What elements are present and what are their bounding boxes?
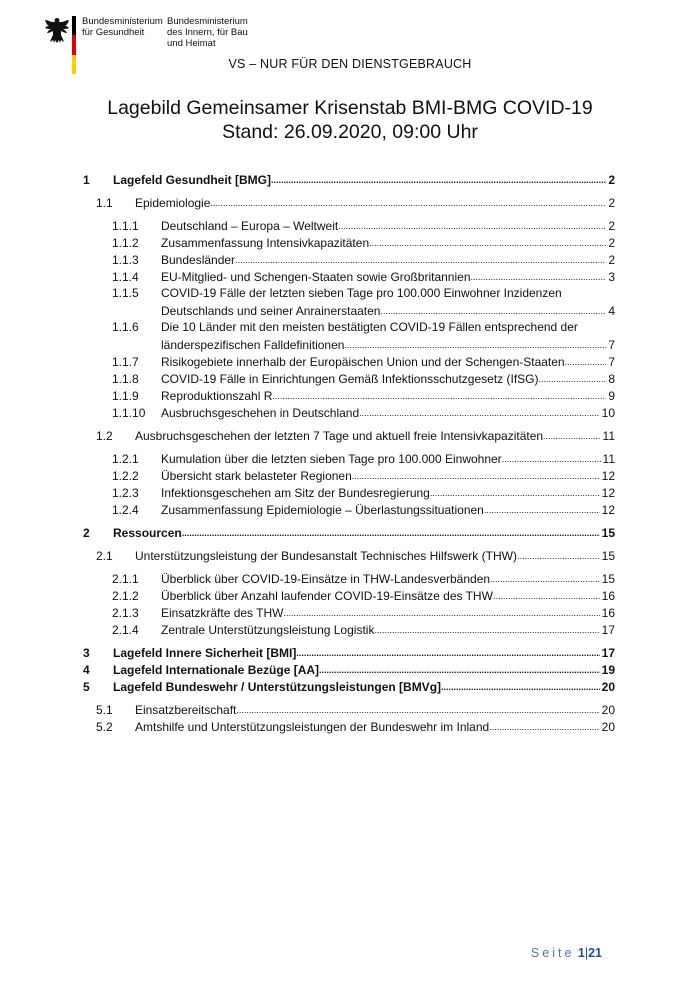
toc-number: 1.1.9 bbox=[112, 389, 139, 403]
toc-page-number: 19 bbox=[601, 663, 615, 677]
toc-entry[interactable] bbox=[83, 252, 615, 268]
toc-title: Lagefeld Innere Sicherheit [BMI] bbox=[113, 646, 297, 660]
toc-entry[interactable] bbox=[83, 702, 615, 718]
toc-leader-dots bbox=[490, 571, 600, 587]
toc-number: 1.2.2 bbox=[112, 469, 139, 483]
toc-leader-dots bbox=[296, 645, 599, 661]
toc-title: Reproduktionszahl R bbox=[161, 389, 273, 403]
toc-title: Übersicht stark belasteter Regionen bbox=[161, 469, 352, 483]
toc-entry[interactable] bbox=[83, 571, 615, 587]
toc-entry[interactable] bbox=[83, 195, 615, 211]
page-number bbox=[531, 946, 602, 960]
toc-number: 2.1.4 bbox=[112, 623, 139, 637]
toc-entry[interactable] bbox=[83, 269, 615, 285]
toc-leader-dots bbox=[352, 468, 600, 484]
toc-title: Einsatzbereitschaft bbox=[135, 703, 237, 717]
toc-leader-dots bbox=[484, 502, 600, 518]
federal-eagle-logo bbox=[44, 16, 70, 46]
toc-leader-dots bbox=[210, 195, 606, 211]
toc-leader-dots bbox=[369, 235, 606, 251]
toc-number: 1.1.4 bbox=[112, 270, 139, 284]
toc-title: Ausbruchsgeschehen in Deutschland bbox=[161, 406, 360, 420]
title-line-1: Lagebild Gemeinsamer Krisenstab BMI-BMG COVID-19 bbox=[107, 97, 593, 119]
toc-entry[interactable] bbox=[83, 388, 615, 404]
toc-page-number: 7 bbox=[608, 355, 615, 369]
toc-number: 1.1.8 bbox=[112, 372, 139, 386]
toc-page-number: 11 bbox=[602, 429, 615, 443]
toc-page-number: 11 bbox=[602, 452, 615, 466]
toc-entry[interactable] bbox=[83, 525, 615, 541]
toc-entry[interactable] bbox=[83, 468, 615, 484]
page-label: Seite bbox=[530, 946, 575, 960]
toc-leader-dots bbox=[283, 605, 599, 621]
toc-title: Lagefeld Internationale Bezüge [AA] bbox=[113, 663, 320, 677]
toc-page-number: 9 bbox=[608, 389, 615, 403]
toc-number: 1.1.10 bbox=[112, 406, 146, 420]
toc-page-number: 2 bbox=[608, 236, 615, 250]
toc-title: Bundesländer bbox=[161, 253, 236, 267]
toc-number: 2 bbox=[83, 526, 90, 540]
toc-leader-dots bbox=[471, 269, 607, 285]
toc-entry[interactable] bbox=[83, 622, 615, 638]
toc-entry[interactable] bbox=[83, 719, 615, 735]
toc-entry[interactable] bbox=[83, 320, 615, 335]
classification-marking: VS – NUR FÜR DEN DIENSTGEBRAUCH bbox=[228, 57, 472, 71]
toc-entry-continuation[interactable] bbox=[83, 303, 615, 319]
toc-entry[interactable] bbox=[83, 662, 615, 678]
toc-number: 1 bbox=[83, 173, 90, 187]
toc-page-number: 16 bbox=[601, 589, 615, 603]
toc-number: 1.2 bbox=[96, 429, 113, 443]
toc-number: 5.2 bbox=[96, 720, 113, 734]
toc-number: 1.1.1 bbox=[112, 219, 139, 233]
total-pages: 21 bbox=[588, 946, 602, 960]
ministry-health-name: Bundesministerium für Gesundheit bbox=[82, 16, 163, 38]
toc-number: 2.1.3 bbox=[112, 606, 139, 620]
toc-leader-dots bbox=[565, 354, 607, 370]
toc-page-number: 4 bbox=[608, 304, 615, 318]
toc-entry[interactable] bbox=[83, 354, 615, 370]
toc-leader-dots bbox=[517, 548, 600, 564]
toc-number: 1.1.6 bbox=[112, 320, 139, 334]
toc-leader-dots bbox=[272, 388, 606, 404]
document-title bbox=[0, 96, 700, 144]
flag-black bbox=[72, 16, 76, 35]
toc-page-number: 12 bbox=[601, 469, 615, 483]
toc-page-number: 15 bbox=[601, 526, 615, 540]
toc-page-number: 3 bbox=[608, 270, 615, 284]
toc-number: 1.2.3 bbox=[112, 486, 139, 500]
toc-leader-dots bbox=[543, 428, 600, 444]
toc-page-number: 16 bbox=[601, 606, 615, 620]
toc-leader-dots bbox=[271, 172, 606, 188]
toc-title: Kumulation über die letzten sieben Tage pro 100.000 Einwohner bbox=[161, 452, 502, 466]
toc-title: Ausbruchsgeschehen der letzten 7 Tage und aktuell freie Intensivkapazitäten bbox=[135, 429, 544, 443]
toc-leader-dots bbox=[430, 485, 600, 501]
toc-title-continuation: Deutschlands und seiner Anrainerstaaten bbox=[161, 304, 381, 318]
toc-page-number: 2 bbox=[608, 253, 615, 267]
toc-entry[interactable] bbox=[83, 172, 615, 188]
toc-entry[interactable] bbox=[83, 502, 615, 518]
toc-number: 5.1 bbox=[96, 703, 113, 717]
toc-title: Infektionsgeschehen am Sitz der Bundesregierung bbox=[161, 486, 430, 500]
toc-leader-dots bbox=[502, 451, 601, 467]
toc-number: 2.1.2 bbox=[112, 589, 139, 603]
toc-number: 2.1 bbox=[96, 549, 113, 563]
toc-number: 4 bbox=[83, 663, 90, 677]
toc-page-number: 7 bbox=[608, 338, 615, 352]
toc-page-number: 12 bbox=[601, 486, 615, 500]
toc-title: Risikogebiete innerhalb der Europäischen Union und der Schengen-Staaten bbox=[161, 355, 565, 369]
toc-title: Zusammenfassung Epidemiologie – Überlastungssituationen bbox=[161, 503, 484, 517]
toc-leader-dots bbox=[374, 622, 599, 638]
toc-entry[interactable] bbox=[83, 235, 615, 251]
toc-entry[interactable] bbox=[83, 605, 615, 621]
toc-number: 1.1.3 bbox=[112, 253, 139, 267]
toc-title: COVID-19 Fälle in Einrichtungen Gemäß Infektionsschutzgesetz (IfSG) bbox=[161, 372, 539, 386]
toc-leader-dots bbox=[539, 371, 607, 387]
toc-entry[interactable] bbox=[83, 405, 615, 421]
toc-page-number: 2 bbox=[608, 173, 615, 187]
toc-number: 2.1.1 bbox=[112, 572, 139, 586]
toc-leader-dots bbox=[441, 679, 600, 695]
toc-title: Ressourcen bbox=[113, 526, 182, 540]
toc-entry[interactable] bbox=[83, 588, 615, 604]
toc-number: 1.1.5 bbox=[112, 286, 139, 300]
toc-title: COVID-19 Fälle der letzten sieben Tage pro 100.000 Einwohner Inzidenzen bbox=[161, 286, 562, 300]
toc-title: Lagefeld Bundeswehr / Unterstützungsleistungen [BMVg] bbox=[113, 680, 442, 694]
toc-title: Unterstützungsleistung der Bundesanstalt Technisches Hilfswerk (THW) bbox=[135, 549, 517, 563]
toc-page-number: 15 bbox=[601, 549, 615, 563]
toc-page-number: 10 bbox=[601, 406, 615, 420]
toc-number: 1.1.2 bbox=[112, 236, 139, 250]
toc-leader-dots bbox=[235, 252, 606, 268]
toc-page-number: 17 bbox=[601, 646, 615, 660]
toc-entry[interactable] bbox=[83, 679, 615, 695]
toc-entry[interactable] bbox=[83, 218, 615, 234]
toc-leader-dots bbox=[236, 702, 599, 718]
toc-page-number: 20 bbox=[601, 720, 615, 734]
toc-number: 1.1.7 bbox=[112, 355, 139, 369]
toc-title: EU-Mitglied- und Schengen-Staaten sowie Großbritannien bbox=[161, 270, 471, 284]
toc-title: Zusammenfassung Intensivkapazitäten bbox=[161, 236, 370, 250]
toc-page-number: 12 bbox=[601, 503, 615, 517]
toc-title: Deutschland – Europa – Weltweit bbox=[161, 219, 339, 233]
toc-page-number: 20 bbox=[601, 680, 615, 694]
toc-page-number: 2 bbox=[608, 219, 615, 233]
toc-page-number: 15 bbox=[601, 572, 615, 586]
toc-number: 5 bbox=[83, 680, 90, 694]
toc-entry[interactable] bbox=[83, 428, 615, 444]
page-separator: | bbox=[584, 946, 589, 960]
toc-entry[interactable] bbox=[83, 371, 615, 387]
toc-page-number: 8 bbox=[608, 372, 615, 386]
toc-title: Amtshilfe und Unterstützungsleistungen der Bundeswehr im Inland bbox=[135, 720, 490, 734]
toc-leader-dots bbox=[380, 303, 606, 319]
ministry-interior-name: Bundesministerium des Innern, für Bau und Heimat bbox=[167, 16, 248, 49]
toc-leader-dots bbox=[359, 405, 600, 421]
toc-number: 1.1 bbox=[96, 196, 113, 210]
toc-leader-dots bbox=[319, 662, 600, 678]
current-page: 1 bbox=[577, 946, 585, 960]
toc-leader-dots bbox=[182, 525, 600, 541]
toc-number: 3 bbox=[83, 646, 90, 660]
toc-title: Überblick über COVID-19-Einsätze in THW-Landesverbänden bbox=[161, 572, 491, 586]
toc-page-number: 20 bbox=[601, 703, 615, 717]
toc-entry-continuation[interactable] bbox=[83, 337, 615, 353]
toc-entry[interactable] bbox=[83, 645, 615, 661]
toc-entry[interactable] bbox=[83, 485, 615, 501]
toc-title: Zentrale Unterstützungsleistung Logistik bbox=[161, 623, 375, 637]
toc-leader-dots bbox=[344, 337, 606, 353]
toc-entry[interactable] bbox=[83, 286, 615, 301]
toc-entry[interactable] bbox=[83, 548, 615, 564]
toc-page-number: 2 bbox=[608, 196, 615, 210]
toc-title: Überblick über Anzahl laufender COVID-19-Einsätze des THW bbox=[161, 589, 493, 603]
toc-title-continuation: länderspezifischen Falldefinitionen bbox=[161, 338, 345, 352]
toc-entry[interactable] bbox=[83, 451, 615, 467]
toc-number: 1.2.1 bbox=[112, 452, 139, 466]
toc-title: Einsatzkräfte des THW bbox=[161, 606, 284, 620]
toc-number: 1.2.4 bbox=[112, 503, 139, 517]
toc-leader-dots bbox=[493, 588, 600, 604]
toc-title: Die 10 Länder mit den meisten bestätigten COVID-19 Fällen entsprechend der bbox=[161, 320, 578, 334]
toc-page-number: 17 bbox=[601, 623, 615, 637]
toc-title: Epidemiologie bbox=[135, 196, 211, 210]
toc-title: Lagefeld Gesundheit [BMG] bbox=[113, 173, 272, 187]
toc-leader-dots bbox=[338, 218, 606, 234]
flag-red bbox=[72, 35, 76, 54]
title-line-2: Stand: 26.09.2020, 09:00 Uhr bbox=[222, 121, 478, 143]
toc-leader-dots bbox=[489, 719, 599, 735]
